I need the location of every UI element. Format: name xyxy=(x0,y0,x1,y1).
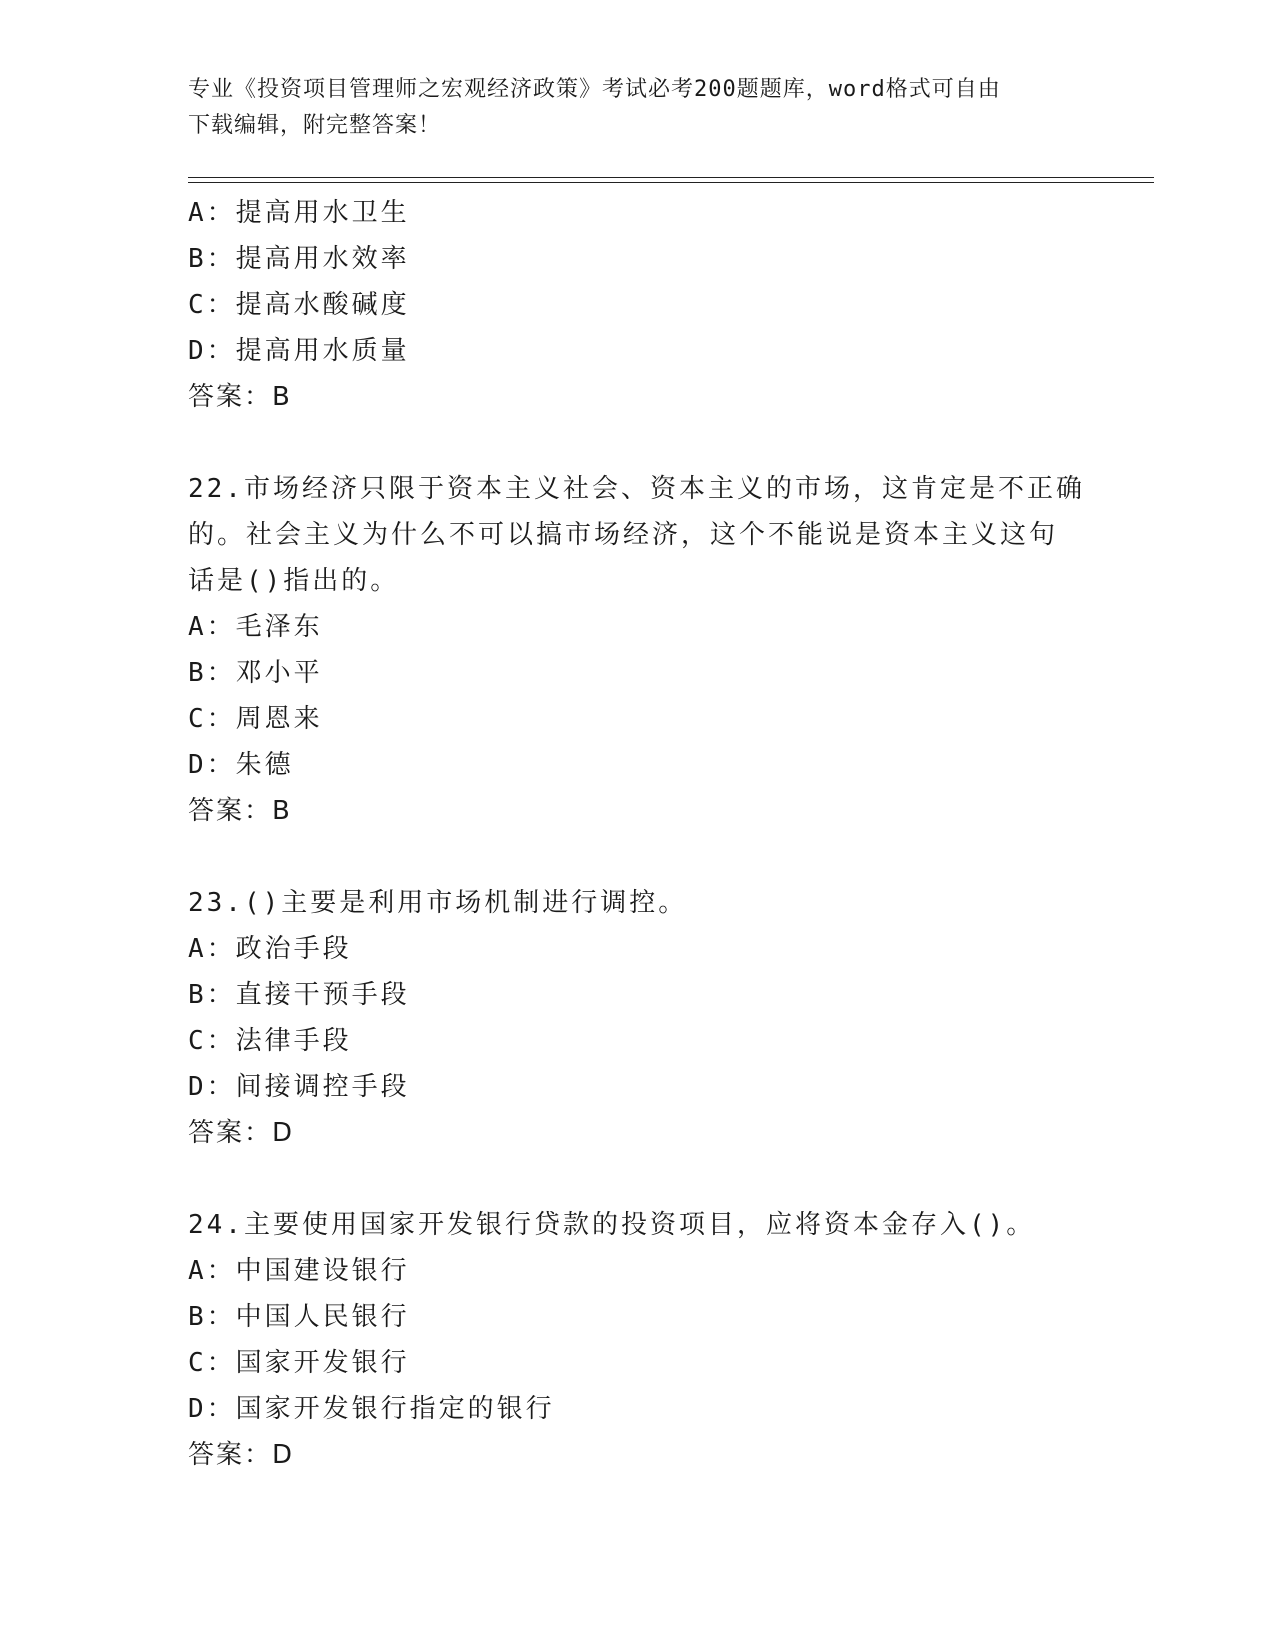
answer: 答案：B xyxy=(188,796,292,826)
answer: 答案：D xyxy=(188,1118,295,1148)
question-stem-line: 话是()指出的。 xyxy=(188,566,400,596)
option-a: A：中国建设银行 xyxy=(188,1256,410,1286)
header-divider-top xyxy=(188,177,1154,178)
option-d: D：朱德 xyxy=(188,750,294,780)
question-21 xyxy=(188,190,1088,420)
question-stem-line: 的。社会主义为什么不可以搞市场经济，这个不能说是资本主义这句 xyxy=(188,520,1059,550)
option-c: C：国家开发银行 xyxy=(188,1348,410,1378)
option-a: A：提高用水卫生 xyxy=(188,198,410,228)
question-stem-line: 22.市场经济只限于资本主义社会、资本主义的市场，这肯定是不正确 xyxy=(188,474,1085,504)
option-b: B：提高用水效率 xyxy=(188,244,410,274)
header-line-2: 下载编辑，附完整答案！ xyxy=(188,113,442,138)
option-b: B：邓小平 xyxy=(188,658,323,688)
question-list xyxy=(188,190,1088,1478)
question-22 xyxy=(188,466,1088,834)
option-c: C：周恩来 xyxy=(188,704,323,734)
header-line-1: 专业《投资项目管理师之宏观经济政策》考试必考200题题库，word格式可自由 xyxy=(188,77,1001,102)
option-c: C：提高水酸碱度 xyxy=(188,290,410,320)
document-header xyxy=(188,72,1068,144)
answer: 答案：D xyxy=(188,1440,295,1470)
option-b: B：中国人民银行 xyxy=(188,1302,410,1332)
question-23 xyxy=(188,880,1088,1156)
answer: 答案：B xyxy=(188,382,292,412)
question-stem-line: 23.()主要是利用市场机制进行调控。 xyxy=(188,888,688,918)
option-a: A：毛泽东 xyxy=(188,612,323,642)
question-stem-line: 24.主要使用国家开发银行贷款的投资项目，应将资本金存入()。 xyxy=(188,1210,1036,1240)
option-c: C：法律手段 xyxy=(188,1026,352,1056)
option-d: D：国家开发银行指定的银行 xyxy=(188,1394,555,1424)
option-b: B：直接干预手段 xyxy=(188,980,410,1010)
question-24 xyxy=(188,1202,1088,1478)
header-divider-bottom xyxy=(188,182,1154,183)
option-d: D：间接调控手段 xyxy=(188,1072,410,1102)
option-a: A：政治手段 xyxy=(188,934,352,964)
option-d: D：提高用水质量 xyxy=(188,336,410,366)
